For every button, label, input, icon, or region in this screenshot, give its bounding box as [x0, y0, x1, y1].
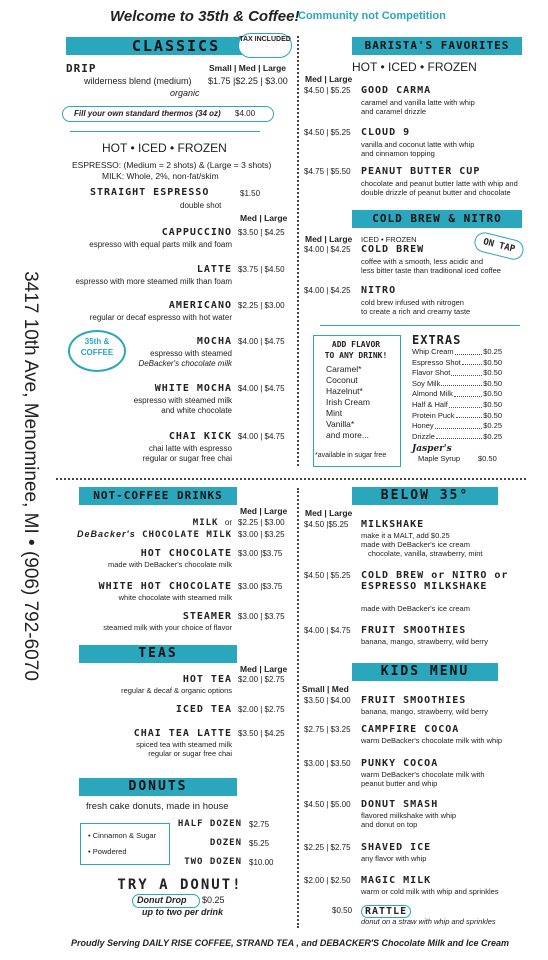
kids-item-desc: flavored milkshake with whip: [361, 811, 457, 820]
extra-item: [412, 368, 502, 379]
try-donut-title: TRY A DONUT!: [117, 877, 243, 893]
coldbrew-band: COLD BREW & NITRO: [352, 210, 522, 228]
hot-chocolate-name: HOT CHOCOLATE: [140, 548, 232, 559]
kids-band: KIDS MENU: [352, 663, 498, 681]
extra-item: [412, 389, 502, 400]
nitro-desc: cold brew infused with nitrogen: [361, 298, 464, 307]
extra-name: Drizzle: [412, 431, 435, 441]
barista-hif: HOT • ICED • FROZEN: [352, 60, 477, 74]
barista-ml-header: Med | Large: [305, 74, 353, 84]
on-tap-badge: ON TAP: [472, 230, 525, 262]
notcoffee-ml-header: Med | Large: [240, 506, 288, 516]
kids-item-name: CAMPFIRE COCOA: [361, 724, 460, 735]
iced-frozen: ICED • FROZEN: [361, 235, 417, 244]
chai-tea-latte-desc2: regular or sugar free chai: [148, 749, 232, 758]
extra-name: Almond Milk: [412, 389, 453, 399]
kids-item-price: $2.00 | $2.50: [304, 876, 351, 885]
extra-price: $0.50: [483, 378, 502, 388]
nitro-price: $4.00 | $4.25: [304, 286, 351, 295]
fruit-smoothies-desc: banana, mango, strawberry, wild berry: [361, 637, 489, 646]
good-carma-desc: caramel and vanilla latte with whip: [361, 98, 475, 107]
americano-desc: regular or decaf espresso with hot water: [89, 313, 232, 322]
milkshake-desc3: chocolate, vanilla, strawberry, mint: [368, 549, 483, 558]
flavor-item: Caramel*: [326, 364, 362, 374]
steamer-desc: steamed milk with your choice of flavor: [103, 623, 232, 632]
hot-chocolate-price: $3.00 |$3.75: [238, 549, 283, 558]
extra-price: $0.50: [483, 357, 502, 367]
kids-item-desc: warm DeBacker's chocolate milk with whip: [361, 736, 503, 745]
welcome-title: Welcome to 35th & Coffee!: [110, 8, 300, 25]
tax-badge: TAX INCLUDED: [238, 33, 292, 58]
dozen-name: DOZEN: [209, 838, 242, 848]
extra-price: $0.50: [483, 368, 502, 378]
cb-milkshake-desc: made with DeBacker's ice cream: [361, 604, 470, 613]
half-dozen-name: HALF DOZEN: [177, 819, 242, 829]
extra-price: $0.50: [483, 410, 502, 420]
milk-name: MILK or: [192, 518, 232, 528]
good-carma-price: $4.50 | $5.25: [304, 86, 351, 95]
milkshake-name: MILKSHAKE: [361, 519, 425, 530]
chai-kick-name: CHAI KICK: [168, 431, 232, 442]
kids-item-name: PUNKY COCOA: [361, 758, 439, 769]
white-mocha-desc2: and white chocolate: [161, 406, 232, 415]
mocha-price: $4.00 | $4.75: [238, 337, 285, 346]
cloud9-desc2: and cinnamon topping: [361, 149, 435, 158]
flavor-title-2: TO ANY DRINK!: [324, 351, 388, 360]
debacker-milk-price: $3.00 | $3.25: [238, 530, 285, 539]
americano-price: $2.25 | $3.00: [238, 301, 285, 310]
nitro-desc2: to create a rich and creamy taste: [361, 307, 471, 316]
pbc-desc2: double drizzle of peanut butter and chocolate: [361, 188, 511, 197]
kids-item-desc: donut on a straw with whip and sprinkles: [361, 917, 496, 926]
flavor-list: [326, 364, 370, 441]
extra-item: [412, 421, 502, 432]
cold-brew-name: COLD BREW: [361, 244, 425, 255]
drip-prices: $1.75 |$2.25 | $3.00: [208, 76, 288, 86]
flavor-item: Mint: [326, 408, 343, 418]
milkshake-desc2: made with DeBacker's ice cream: [361, 540, 470, 549]
thermos-label: Fill your own standard thermos (34 oz): [74, 109, 221, 118]
mocha-desc: espresso with steamed: [150, 349, 232, 358]
flavor-item: and more...: [326, 430, 369, 440]
espresso-note: ESPRESSO: (Medium = 2 shots) & (Large = 3 shots): [72, 160, 272, 170]
extra-price: $0.50: [483, 389, 502, 399]
two-dozen-price: $10.00: [249, 858, 274, 867]
kids-item-price: $3.00 | $3.50: [304, 759, 351, 768]
cold-brew-price: $4.00 | $4.25: [304, 245, 351, 254]
cloud9-desc: vanilla and coconut latte with whip: [361, 140, 475, 149]
chai-kick-desc2: regular or sugar free chai: [142, 454, 232, 463]
side-address: 3417 10th Ave, Menominee, MI • (906) 792-6070: [20, 271, 41, 681]
extra-item: [412, 379, 502, 390]
teas-ml-header: Med | Large: [240, 664, 288, 674]
chai-tea-latte-price: $3.50 | $4.25: [238, 729, 285, 738]
extra-price: $0.25: [483, 421, 502, 431]
straight-espresso-price: $1.50: [240, 189, 261, 198]
kids-item-price: $2.75 | $3.25: [304, 725, 351, 734]
latte-desc: espresso with more steamed milk than foam: [75, 277, 232, 286]
americano-name: AMERICANO: [168, 300, 232, 311]
hot-tea-price: $2.00 | $2.75: [238, 675, 285, 684]
flavor-item: Irish Cream: [326, 397, 370, 407]
kids-item-desc2: and donut on top: [361, 820, 418, 829]
hot-tea-desc: regular & decaf & organic options: [121, 686, 232, 695]
fruit-smoothies-name: FRUIT SMOOTHIES: [361, 625, 467, 636]
kids-item-desc2: peanut butter and whip: [361, 779, 438, 788]
kids-item-desc: warm DeBacker's chocolate milk with: [361, 770, 485, 779]
cloud9-name: CLOUD 9: [361, 127, 411, 138]
kids-item-price: $3.50 | $4.00: [304, 696, 351, 705]
coldbrew-ml-header: Med | Large: [305, 234, 353, 244]
latte-name: LATTE: [196, 264, 232, 275]
flavor-note: *available in sugar free: [315, 452, 387, 459]
debacker-milk-name: DeBacker's CHOCOLATE MILK: [77, 529, 232, 540]
fruit-smoothies-price: $4.00 | $4.75: [304, 626, 351, 635]
jasper-label: Jasper's: [412, 444, 452, 454]
classics-band: CLASSICS: [66, 37, 286, 55]
below35-ml-header: Med | Large: [305, 508, 353, 518]
maple-label: Maple Syrup: [418, 454, 461, 463]
extra-name: Protein Puck: [412, 410, 455, 420]
white-hot-chocolate-desc: white chocolate with steamed milk: [118, 593, 232, 602]
kids-item-price: $4.50 | $5.00: [304, 800, 351, 809]
kids-item-name: DONUT SMASH: [361, 799, 439, 810]
flavor-item: Hazelnut*: [326, 386, 363, 396]
good-carma-name: GOOD CARMA: [361, 85, 432, 96]
donut-drop-limit: up to two per drink: [142, 907, 223, 917]
extra-name: Half & Half: [412, 399, 448, 409]
donuts-desc: fresh cake donuts, made in house: [86, 801, 229, 812]
coldbrew-rule: [320, 325, 520, 326]
donut-drop-label: Donut Drop: [137, 895, 187, 905]
milkshake-price: $4.50 |$5.25: [304, 520, 349, 529]
kids-item-name: SHAVED ICE: [361, 842, 432, 853]
tagline: Community not Competition: [298, 10, 446, 22]
footer: Proudly Serving DAILY RISE COFFEE, STRAND TEA , and DEBACKER'S Chocolate Milk and Ice Cream: [70, 938, 510, 948]
notcoffee-band: NOT-COFFEE DRINKS: [79, 487, 237, 505]
cold-brew-desc2: less bitter taste than traditional iced coffee: [361, 266, 501, 275]
hot-chocolate-desc: made with DeBacker's chocolate milk: [108, 560, 232, 569]
donut-type-2: • Powdered: [88, 847, 127, 856]
pbc-name: PEANUT BUTTER CUP: [361, 166, 481, 177]
milkshake-desc: make it a MALT, add $0.25: [361, 531, 450, 540]
iced-tea-price: $2.00 | $2.75: [238, 705, 285, 714]
extra-name: Whip Cream: [412, 347, 454, 356]
classics-hif: HOT • ICED • FROZEN: [102, 141, 227, 155]
chai-tea-latte-desc: spiced tea with steamed milk: [136, 740, 232, 749]
donuts-band: DONUTS: [79, 778, 237, 796]
hot-tea-name: HOT TEA: [182, 674, 232, 685]
milk-price: $2.25 | $3.00: [238, 518, 285, 527]
half-dozen-price: $2.75: [249, 820, 270, 829]
drip-name: DRIP: [66, 62, 97, 75]
vertical-divider-bottom: [297, 488, 299, 928]
cappuccino-desc: espresso with equal parts milk and foam: [89, 240, 232, 249]
extra-name: Soy Milk: [412, 378, 441, 388]
teas-band: TEAS: [79, 645, 237, 663]
drip-sizes: Small | Med | Large: [209, 63, 287, 73]
white-mocha-price: $4.00 | $4.75: [238, 384, 285, 393]
cold-brew-desc: coffee with a smooth, less acidic and: [361, 257, 484, 266]
steamer-name: STEAMER: [182, 611, 232, 622]
nitro-name: NITRO: [361, 285, 397, 296]
steamer-price: $3.00 | $3.75: [238, 612, 285, 621]
flavor-title-1: ADD FLAVOR: [331, 340, 381, 349]
drip-desc: wilderness blend (medium): [84, 76, 192, 86]
extra-item: [412, 400, 502, 411]
barista-band: BARISTA'S FAVORITES: [352, 37, 522, 55]
drip-note: organic: [170, 88, 200, 98]
dozen-price: $5.25: [249, 839, 270, 848]
extra-price: $0.25: [483, 347, 502, 356]
kids-item-desc: any flavor with whip: [361, 854, 427, 863]
vertical-divider-top: [297, 36, 299, 466]
extra-item: [412, 347, 502, 358]
flavor-item: Vanilla*: [326, 419, 355, 429]
cloud9-price: $4.50 | $5.25: [304, 128, 351, 137]
kids-item-desc: warm or cold milk with whip and sprinkles: [361, 887, 499, 896]
donut-drop-price: $0.25: [202, 895, 225, 905]
straight-espresso-desc: double shot: [180, 201, 222, 210]
white-mocha-name: WHITE MOCHA: [154, 383, 232, 394]
donut-type-1: • Cinnamon & Sugar: [88, 831, 157, 840]
extras-title: EXTRAS: [412, 333, 462, 347]
coffee-logo: 35th & COFFEE: [68, 330, 126, 372]
white-hot-chocolate-name: WHITE HOT CHOCOLATE: [98, 581, 232, 592]
cappuccino-price: $3.50 | $4.25: [238, 228, 285, 237]
straight-espresso-name: STRAIGHT ESPRESSO: [90, 187, 210, 198]
kids-item-desc: banana, mango, strawberry, wild berry: [361, 707, 489, 716]
mocha-desc2: DeBacker's chocolate milk: [138, 359, 232, 368]
pbc-price: $4.75 | $5.50: [304, 167, 351, 176]
extra-item: [412, 358, 502, 369]
kids-sm-header: Small | Med: [302, 684, 349, 694]
extra-item: [412, 432, 502, 443]
thermos-price: $4.00: [235, 109, 256, 118]
extra-price: $0.50: [483, 399, 502, 409]
kids-item-name: MAGIC MILK: [361, 875, 432, 886]
horizontal-divider: [56, 478, 526, 480]
below35-band: BELOW 35°: [352, 487, 498, 505]
chai-kick-price: $4.00 | $4.75: [238, 432, 285, 441]
cappuccino-name: CAPPUCCINO: [161, 227, 232, 238]
cb-milkshake-name: COLD BREW or NITRO or ESPRESSO MILKSHAKE: [361, 570, 509, 592]
extras-list: [412, 347, 502, 442]
white-mocha-desc: espresso with steamed milk: [133, 396, 232, 405]
mocha-name: MOCHA: [196, 336, 232, 347]
white-hot-chocolate-price: $3.00 |$3.75: [238, 582, 283, 591]
pbc-desc: chocolate and peanut butter latte with whip and: [361, 179, 518, 188]
classics-rule: [70, 131, 260, 132]
extra-item: [412, 411, 502, 422]
chai-kick-desc: chai latte with espresso: [148, 444, 232, 453]
kids-item-name: FRUIT SMOOTHIES: [361, 695, 467, 706]
cb-milkshake-price: $4.50 | $5.25: [304, 571, 351, 580]
extra-price: $0.25: [483, 431, 502, 441]
chai-tea-latte-name: CHAI TEA LATTE: [133, 728, 232, 739]
milk-note: MILK: Whole, 2%, non-fat/skim: [102, 171, 219, 181]
extra-name: Espresso Shot: [412, 357, 461, 367]
two-dozen-name: TWO DOZEN: [184, 857, 242, 867]
iced-tea-name: ICED TEA: [175, 704, 232, 715]
extra-name: Flavor Shot: [412, 368, 451, 378]
kids-item-price: $2.25 | $2.75: [304, 843, 351, 852]
good-carma-desc2: and caramel drizzle: [361, 107, 427, 116]
maple-price: $0.50: [478, 454, 497, 463]
kids-item-name: RATTLE: [361, 905, 411, 918]
flavor-item: Coconut: [326, 375, 358, 385]
extra-name: Honey: [412, 421, 434, 431]
kids-item-price: $0.50: [332, 906, 353, 915]
classics-ml-header: Med | Large: [240, 213, 288, 223]
latte-price: $3.75 | $4.50: [238, 265, 285, 274]
